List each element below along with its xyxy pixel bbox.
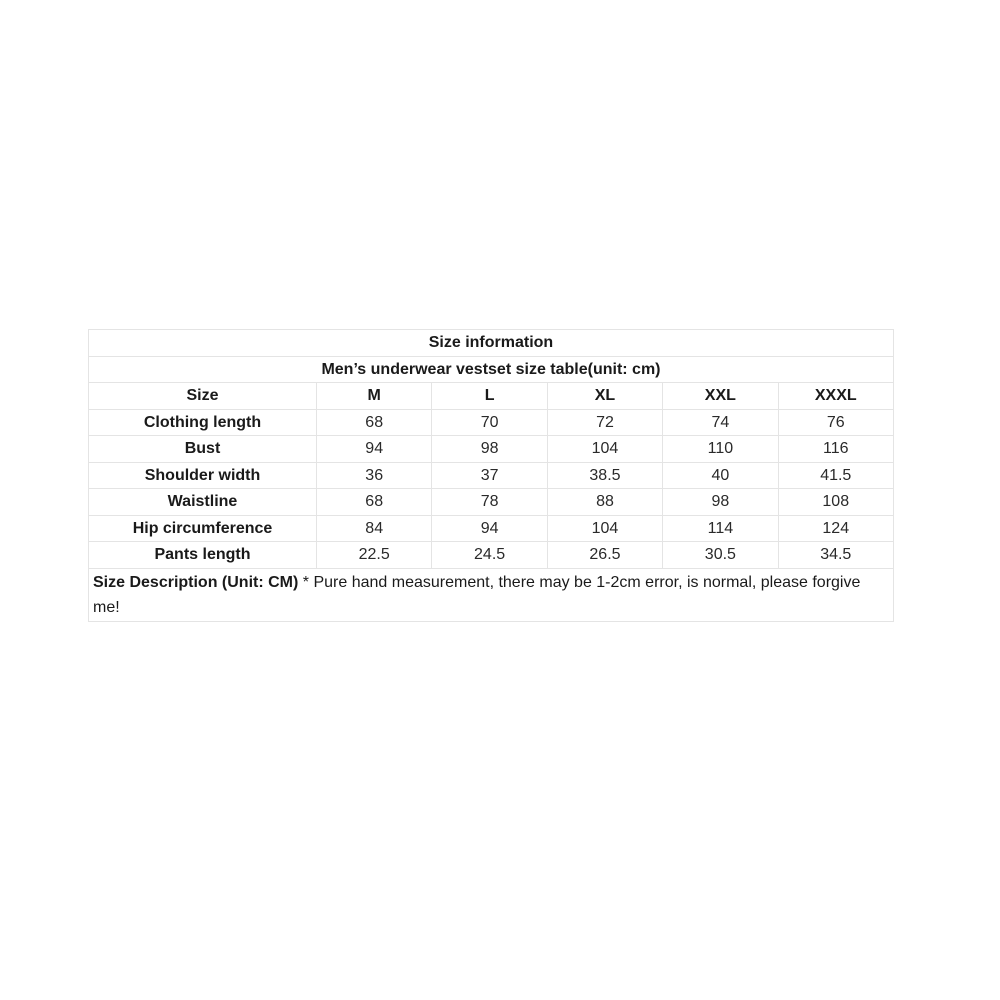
header-size-xxxl: XXXL <box>778 383 893 410</box>
table-cell: 114 <box>663 515 778 542</box>
table-cell: 98 <box>663 489 778 516</box>
row-label: Hip circumference <box>89 515 317 542</box>
note-row <box>89 568 894 621</box>
table-row <box>89 542 894 569</box>
table-row <box>89 515 894 542</box>
table-row <box>89 409 894 436</box>
table-subtitle: Men’s underwear vestset size table(unit: cm) <box>89 356 894 383</box>
table-cell: 108 <box>778 489 893 516</box>
table-cell: 124 <box>778 515 893 542</box>
table-cell: 116 <box>778 436 893 463</box>
table-cell: 70 <box>432 409 547 436</box>
note-heading: Size Description (Unit: CM) <box>93 573 299 591</box>
table-cell: 110 <box>663 436 778 463</box>
table-cell: 41.5 <box>778 462 893 489</box>
header-size-label: Size <box>89 383 317 410</box>
table-row <box>89 489 894 516</box>
size-description-note <box>89 568 894 621</box>
table-cell: 104 <box>547 436 662 463</box>
table-cell: 78 <box>432 489 547 516</box>
row-label: Waistline <box>89 489 317 516</box>
note-text: * Pure hand measurement, there may be 1-2cm error, is normal, please forgive me! <box>93 573 861 616</box>
header-size-xl: XL <box>547 383 662 410</box>
header-size-l: L <box>432 383 547 410</box>
table-title: Size information <box>89 330 894 357</box>
table-cell: 26.5 <box>547 542 662 569</box>
table-cell: 37 <box>432 462 547 489</box>
table-cell: 24.5 <box>432 542 547 569</box>
table-cell: 30.5 <box>663 542 778 569</box>
table-cell: 76 <box>778 409 893 436</box>
row-label: Clothing length <box>89 409 317 436</box>
table-cell: 84 <box>317 515 432 542</box>
table-cell: 94 <box>432 515 547 542</box>
size-table <box>88 329 894 622</box>
table-cell: 104 <box>547 515 662 542</box>
table-cell: 94 <box>317 436 432 463</box>
subtitle-row <box>89 356 894 383</box>
title-row <box>89 330 894 357</box>
table-cell: 88 <box>547 489 662 516</box>
table-cell: 22.5 <box>317 542 432 569</box>
table-cell: 98 <box>432 436 547 463</box>
table-cell: 40 <box>663 462 778 489</box>
table-row <box>89 462 894 489</box>
row-label: Shoulder width <box>89 462 317 489</box>
table-cell: 38.5 <box>547 462 662 489</box>
header-size-m: M <box>317 383 432 410</box>
header-size-xxl: XXL <box>663 383 778 410</box>
row-label: Pants length <box>89 542 317 569</box>
table-cell: 34.5 <box>778 542 893 569</box>
table-cell: 68 <box>317 409 432 436</box>
table-row <box>89 436 894 463</box>
table-cell: 74 <box>663 409 778 436</box>
table-cell: 68 <box>317 489 432 516</box>
table-cell: 72 <box>547 409 662 436</box>
header-row <box>89 383 894 410</box>
row-label: Bust <box>89 436 317 463</box>
table-cell: 36 <box>317 462 432 489</box>
